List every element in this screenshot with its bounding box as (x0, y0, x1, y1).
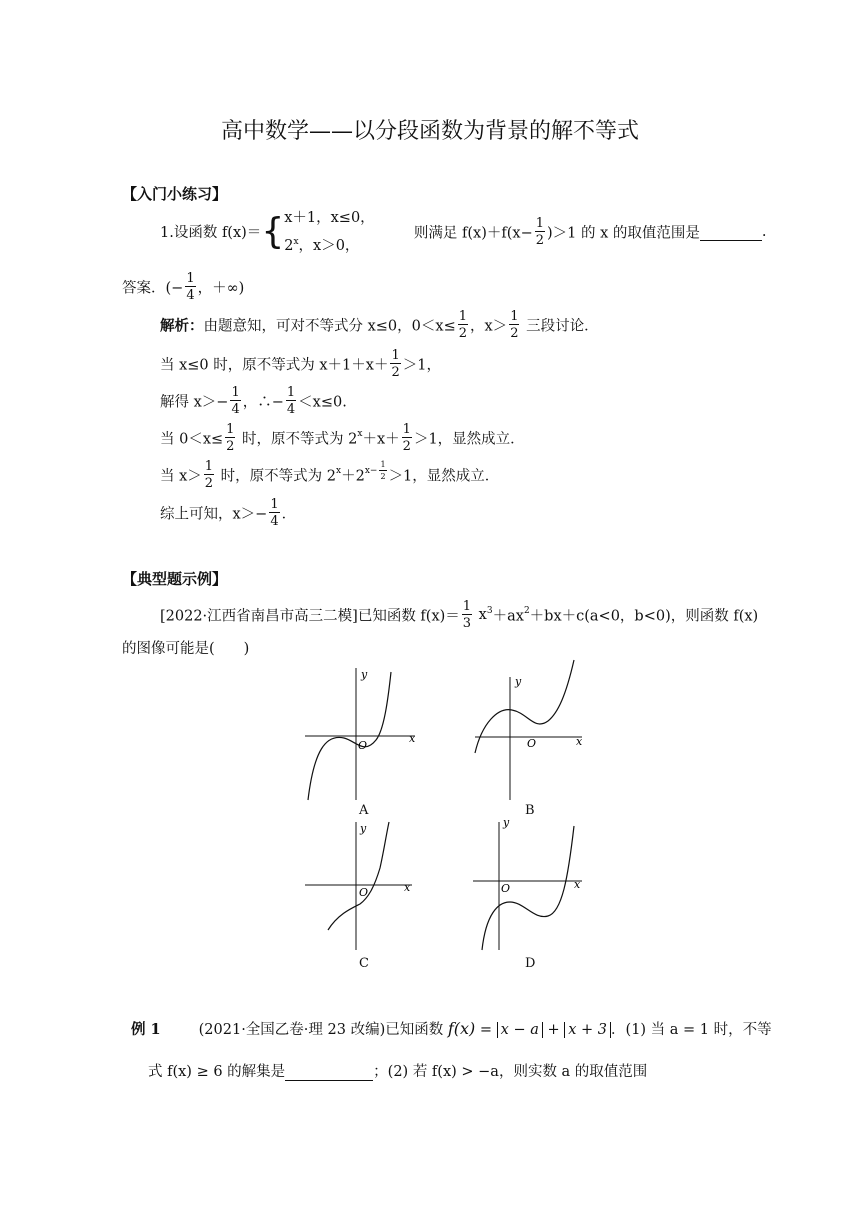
question-2-line-2: 的图像可能是( ) (122, 641, 250, 657)
graph-c (300, 818, 425, 953)
graph-d-caption: D (525, 956, 536, 971)
example-1-line-1: 例 1 (2021·全国乙卷·理 23 改编)已知函数 f(x) = x − a + x + 3 ．(1) 当 a = 1 时，不等 (131, 1019, 772, 1038)
fraction-quarter: $\frac{1}{4}$ (186, 271, 195, 303)
svg-text:O: O (527, 737, 537, 750)
graph-a (300, 660, 425, 805)
piecewise-brace: { (261, 210, 285, 252)
svg-text:x: x (404, 881, 411, 894)
solution-line-2: 当 x≤0 时，原不等式为 x＋1＋x＋ $\frac{1}{2}$ ＞1， (160, 348, 441, 380)
example-1-line-2: 式 f(x) ≥ 6 的解集是 ；(2) 若 f(x) > −a，则实数 a 的取值范围 (148, 1064, 648, 1080)
piecewise-case-2: 2$^x$，x＞0， (284, 237, 360, 254)
section-heading-example: 【典型题示例】 (122, 570, 228, 588)
svg-text:y: y (503, 818, 510, 829)
svg-text:y: y (360, 822, 367, 835)
q1-prefix: 1.设函数 f(x)＝ (160, 225, 262, 242)
svg-text:y: y (515, 675, 522, 688)
piecewise-cases (284, 206, 374, 258)
solution-line-5: 当 x＞ $\frac{1}{2}$ 时，原不等式为 $2^x+2^{x- \frac{1}{2}}$ ＞1，显然成立． (160, 459, 500, 491)
section-heading-intro: 【入门小练习】 (122, 185, 228, 203)
svg-text:x: x (576, 735, 583, 748)
question-1: 1.设函数 f(x)＝{ x＋1，x≤0， 2$^x$，x＞0， 则满足 f(x)＋f(x− $\frac{1}{2}$ )＞1 的 x 的取值范围是 . (160, 206, 767, 258)
svg-text:x: x (409, 732, 416, 745)
graph-b (470, 655, 590, 805)
graph-c-caption: C (359, 956, 369, 971)
answer-blank (700, 224, 762, 241)
answer-line: 答案．(− $\frac{1}{4}$ ，＋∞) (122, 271, 245, 303)
solution-line-6: 综上可知，x＞− $\frac{1}{4}$ ． (160, 497, 297, 529)
q1-condition: 则满足 f(x)＋f(x− (413, 225, 533, 242)
svg-text:O: O (501, 882, 511, 895)
page-title: 高中数学——以分段函数为背景的解不等式 (220, 119, 639, 144)
svg-text:y: y (361, 668, 368, 681)
curve-d (482, 826, 574, 950)
graph-b-caption: B (525, 803, 535, 818)
svg-text:x: x (574, 878, 581, 891)
solution-line-1: 解析：由题意知，可对不等式分 x≤0，0＜x≤ $\frac{1}{2}$ ，x＞ $\frac{1}{2}$ 三段讨论． (160, 309, 599, 341)
graph-d (470, 818, 590, 953)
svg-text:O: O (359, 886, 369, 899)
solution-line-3: 解得 x＞− $\frac{1}{4}$ ，∴− $\frac{1}{4}$ ＜x≤0. (160, 385, 347, 417)
graph-a-caption: A (359, 803, 369, 818)
curve-c (328, 822, 389, 930)
fraction-half: $\frac{1}{2}$ (535, 215, 545, 248)
piecewise-case-1: x＋1，x≤0， (284, 210, 375, 226)
curve-b (475, 660, 574, 753)
solution-line-4: 当 0＜x≤ $\frac{1}{2}$ 时，原不等式为 $2^x+x+$ $\frac{1}{2}$ ＞1，显然成立． (160, 422, 525, 454)
question-2-line-1: [2022·江西省南昌市高三二模]已知函数 f(x)＝ $\frac{1}{3}$ $x^3+ax^2+bx+c(a<0$，b<0)，则函数 f(x) (160, 599, 759, 631)
answer-blank-2 (285, 1064, 373, 1081)
svg-text:O: O (358, 739, 368, 752)
